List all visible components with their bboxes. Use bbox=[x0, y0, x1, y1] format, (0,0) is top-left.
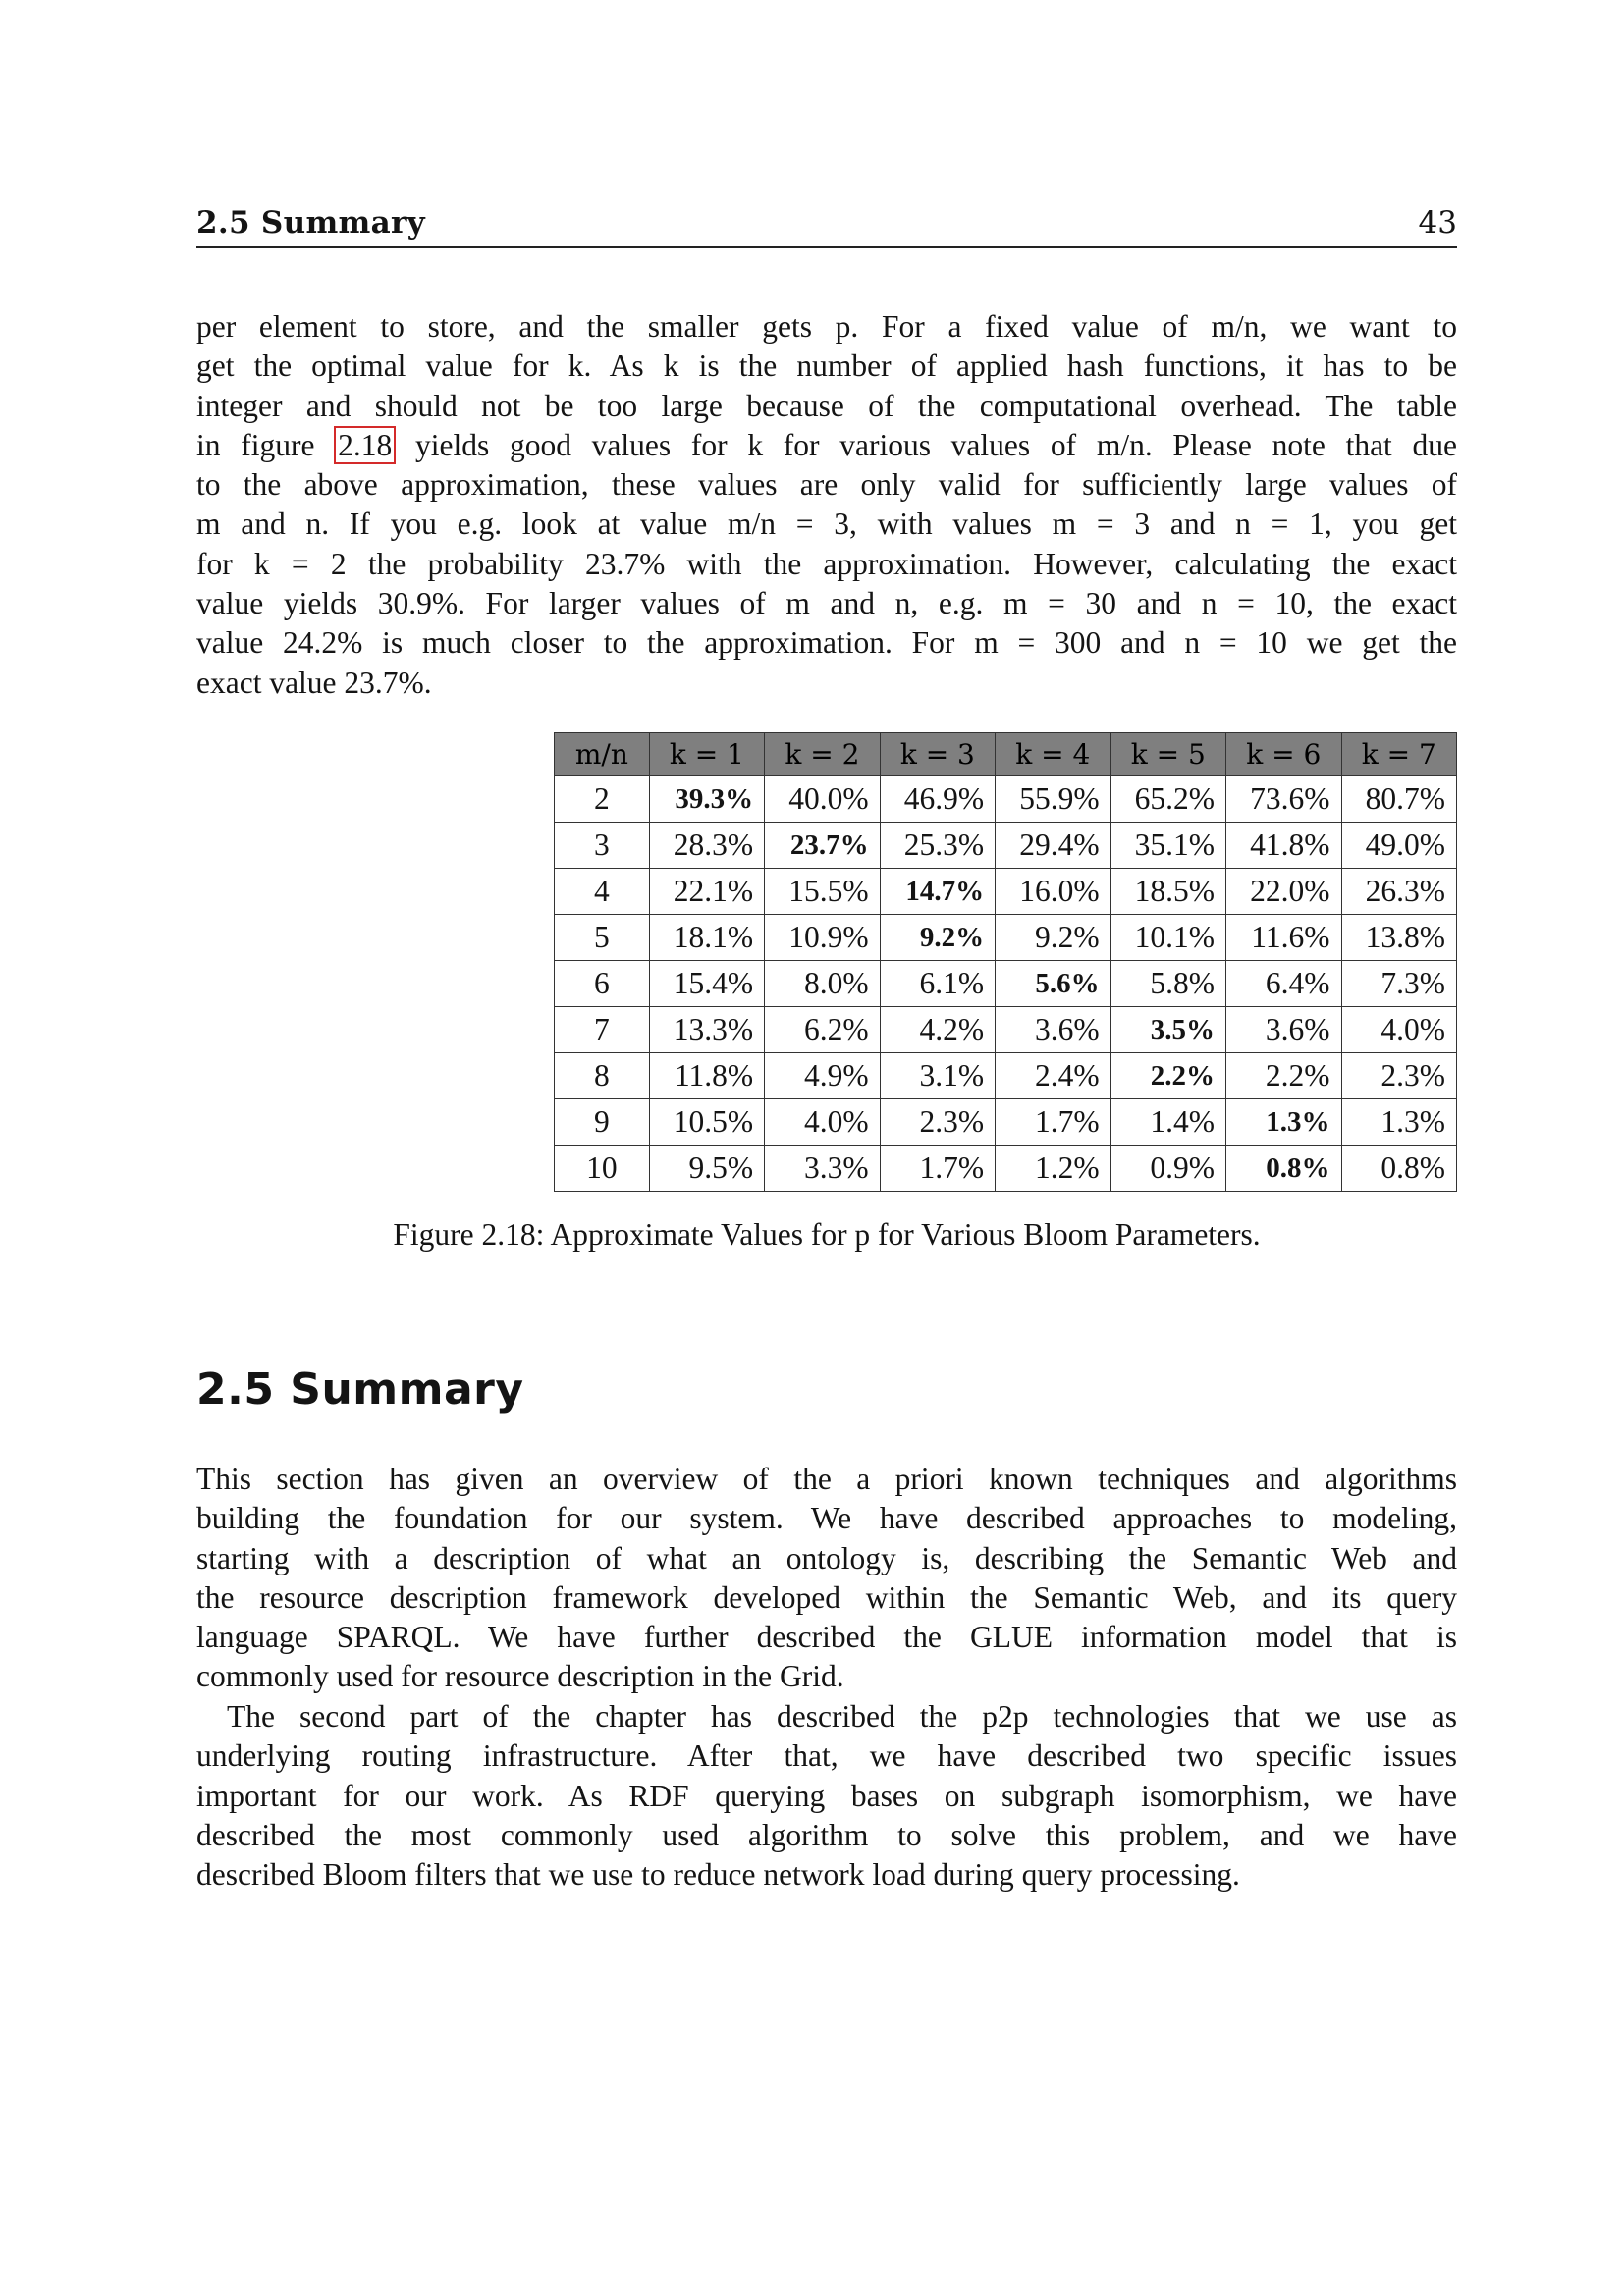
table-cell: 6.1% bbox=[880, 961, 995, 1007]
table-cell: 22.1% bbox=[649, 869, 764, 915]
text-line: to the above approximation, these values are only valid for sufficiently large values of bbox=[196, 467, 1457, 503]
table-cell: 1.7% bbox=[880, 1146, 995, 1192]
table-cell: 65.2% bbox=[1110, 776, 1225, 823]
text-line: per element to store, and the smaller gets p. For a fixed value of m/n, we want to bbox=[196, 309, 1457, 344]
running-header bbox=[196, 201, 1457, 248]
table-cell: 15.5% bbox=[765, 869, 880, 915]
table-cell: 16.0% bbox=[996, 869, 1110, 915]
table-row bbox=[555, 1007, 1457, 1053]
table-header-cell: m/n bbox=[555, 733, 650, 776]
optimal-value-cell: 0.8% bbox=[1226, 1146, 1341, 1192]
table-cell: 6.4% bbox=[1226, 961, 1341, 1007]
text-line: described Bloom filters that we use to reduce network load during query processing. bbox=[196, 1857, 1240, 1893]
text-line: for k = 2 the probability 23.7% with the approximation. However, calculating the exact bbox=[196, 546, 1457, 581]
table-cell: 11.8% bbox=[649, 1053, 764, 1099]
table-cell: 1.3% bbox=[1341, 1099, 1457, 1146]
table-cell: 10.9% bbox=[765, 915, 880, 961]
table-cell: 2.2% bbox=[1226, 1053, 1341, 1099]
table-cell: 3.6% bbox=[996, 1007, 1110, 1053]
text-line: get the optimal value for k. As k is the number of applied hash functions, it has to be bbox=[196, 348, 1457, 384]
row-label-cell: 8 bbox=[555, 1053, 650, 1099]
table-header-cell: k = 5 bbox=[1110, 733, 1225, 776]
table-cell: 46.9% bbox=[880, 776, 995, 823]
figure-reference-link[interactable]: 2.18 bbox=[334, 426, 396, 464]
text-line: starting with a description of what an ontology is, describing the Semantic Web and bbox=[196, 1540, 1457, 1575]
table-header-cell: k = 3 bbox=[880, 733, 995, 776]
figure-caption: Figure 2.18: Approximate Values for p for Various Bloom Parameters. bbox=[393, 1217, 1261, 1252]
line-rest: yields good values for k for various values of m/n. Please note that due bbox=[415, 427, 1457, 462]
text-line: value 24.2% is much closer to the approximation. For m = 300 and n = 10 we get the bbox=[196, 625, 1457, 661]
table-cell: 80.7% bbox=[1341, 776, 1457, 823]
optimal-value-cell: 9.2% bbox=[880, 915, 995, 961]
table-cell: 9.5% bbox=[649, 1146, 764, 1192]
table-cell: 7.3% bbox=[1341, 961, 1457, 1007]
table-cell: 9.2% bbox=[996, 915, 1110, 961]
table-cell: 4.2% bbox=[880, 1007, 995, 1053]
table-row bbox=[555, 869, 1457, 915]
table-cell: 41.8% bbox=[1226, 823, 1341, 869]
optimal-value-cell: 39.3% bbox=[649, 776, 764, 823]
text-line: language SPARQL. We have further described the GLUE information model that is bbox=[196, 1620, 1457, 1655]
row-label-cell: 9 bbox=[555, 1099, 650, 1146]
summary-paragraph-1 bbox=[196, 1460, 1457, 1697]
table-cell: 22.0% bbox=[1226, 869, 1341, 915]
table-cell: 3.1% bbox=[880, 1053, 995, 1099]
table-cell: 35.1% bbox=[1110, 823, 1225, 869]
table-cell: 2.3% bbox=[1341, 1053, 1457, 1099]
table-cell: 49.0% bbox=[1341, 823, 1457, 869]
table-cell: 4.9% bbox=[765, 1053, 880, 1099]
table-cell: 1.4% bbox=[1110, 1099, 1225, 1146]
bloom-parameters-table bbox=[554, 732, 1457, 1192]
table-cell: 13.3% bbox=[649, 1007, 764, 1053]
table-cell: 29.4% bbox=[996, 823, 1110, 869]
row-label-cell: 4 bbox=[555, 869, 650, 915]
row-label-cell: 7 bbox=[555, 1007, 650, 1053]
table-cell: 3.3% bbox=[765, 1146, 880, 1192]
text-line: described the most commonly used algorithm to solve this problem, and we have bbox=[196, 1817, 1457, 1852]
row-label-cell: 5 bbox=[555, 915, 650, 961]
table-row bbox=[555, 1099, 1457, 1146]
line-prefix: in figure bbox=[196, 427, 315, 462]
table-cell: 4.0% bbox=[1341, 1007, 1457, 1053]
table-header-cell: k = 2 bbox=[765, 733, 880, 776]
table-cell: 26.3% bbox=[1341, 869, 1457, 915]
summary-paragraph-2 bbox=[196, 1697, 1457, 1895]
table-header-cell: k = 6 bbox=[1226, 733, 1341, 776]
table-header-row bbox=[555, 733, 1457, 776]
text-line: exact value 23.7%. bbox=[196, 665, 432, 700]
table-cell: 10.5% bbox=[649, 1099, 764, 1146]
text-line: underlying routing infrastructure. After that, we have described two specific issues bbox=[196, 1738, 1457, 1774]
row-label-cell: 6 bbox=[555, 961, 650, 1007]
text-line: important for our work. As RDF querying bases on subgraph isomorphism, we have bbox=[196, 1778, 1457, 1813]
table-cell: 6.2% bbox=[765, 1007, 880, 1053]
running-header-section: 2.5 Summary bbox=[196, 205, 425, 240]
table-cell: 1.2% bbox=[996, 1146, 1110, 1192]
text-line: The second part of the chapter has described the p2p technologies that we use as bbox=[227, 1699, 1457, 1734]
table-header-cell: k = 7 bbox=[1341, 733, 1457, 776]
table-cell: 55.9% bbox=[996, 776, 1110, 823]
table-row bbox=[555, 823, 1457, 869]
table-cell: 18.5% bbox=[1110, 869, 1225, 915]
optimal-value-cell: 23.7% bbox=[765, 823, 880, 869]
text-line: building the foundation for our system. We have described approaches to modeling, bbox=[196, 1501, 1457, 1536]
optimal-value-cell: 14.7% bbox=[880, 869, 995, 915]
text-line: m and n. If you e.g. look at value m/n = 3, with values m = 3 and n = 1, you get bbox=[196, 507, 1457, 542]
table-row bbox=[555, 1146, 1457, 1192]
table-cell: 13.8% bbox=[1341, 915, 1457, 961]
section-heading: 2.5 Summary bbox=[196, 1364, 524, 1415]
row-label-cell: 10 bbox=[555, 1146, 650, 1192]
text-line: integer and should not be too large because of the computational overhead. The table bbox=[196, 388, 1457, 423]
row-label-cell: 2 bbox=[555, 776, 650, 823]
table-cell: 15.4% bbox=[649, 961, 764, 1007]
optimal-value-cell: 2.2% bbox=[1110, 1053, 1225, 1099]
table-cell: 0.9% bbox=[1110, 1146, 1225, 1192]
table-cell: 28.3% bbox=[649, 823, 764, 869]
text-line: commonly used for resource description in the Grid. bbox=[196, 1659, 844, 1694]
table-cell: 3.6% bbox=[1226, 1007, 1341, 1053]
text-line: This section has given an overview of the a priori known techniques and algorithms bbox=[196, 1462, 1457, 1496]
table-cell: 73.6% bbox=[1226, 776, 1341, 823]
table-header-cell: k = 1 bbox=[649, 733, 764, 776]
table-row bbox=[555, 1053, 1457, 1099]
table-cell: 11.6% bbox=[1226, 915, 1341, 961]
intro-paragraph bbox=[196, 307, 1457, 703]
table-cell: 40.0% bbox=[765, 776, 880, 823]
table-cell: 0.8% bbox=[1341, 1146, 1457, 1192]
optimal-value-cell: 5.6% bbox=[996, 961, 1110, 1007]
table-body bbox=[555, 776, 1457, 1192]
optimal-value-cell: 3.5% bbox=[1110, 1007, 1225, 1053]
table-cell: 18.1% bbox=[649, 915, 764, 961]
table-row bbox=[555, 776, 1457, 823]
table-cell: 25.3% bbox=[880, 823, 995, 869]
text-line: the resource description framework developed within the Semantic Web, and its query bbox=[196, 1579, 1457, 1615]
table-header-cell: k = 4 bbox=[996, 733, 1110, 776]
row-label-cell: 3 bbox=[555, 823, 650, 869]
text-line: value yields 30.9%. For larger values of m and n, e.g. m = 30 and n = 10, the exact bbox=[196, 586, 1457, 621]
table-row bbox=[555, 961, 1457, 1007]
table-cell: 2.4% bbox=[996, 1053, 1110, 1099]
table-cell: 2.3% bbox=[880, 1099, 995, 1146]
table-cell: 4.0% bbox=[765, 1099, 880, 1146]
table-cell: 1.7% bbox=[996, 1099, 1110, 1146]
page-number: 43 bbox=[1418, 205, 1457, 240]
table-cell: 8.0% bbox=[765, 961, 880, 1007]
table-cell: 5.8% bbox=[1110, 961, 1225, 1007]
optimal-value-cell: 1.3% bbox=[1226, 1099, 1341, 1146]
table-row bbox=[555, 915, 1457, 961]
text-line-with-ref bbox=[196, 426, 1457, 465]
table-cell: 10.1% bbox=[1110, 915, 1225, 961]
